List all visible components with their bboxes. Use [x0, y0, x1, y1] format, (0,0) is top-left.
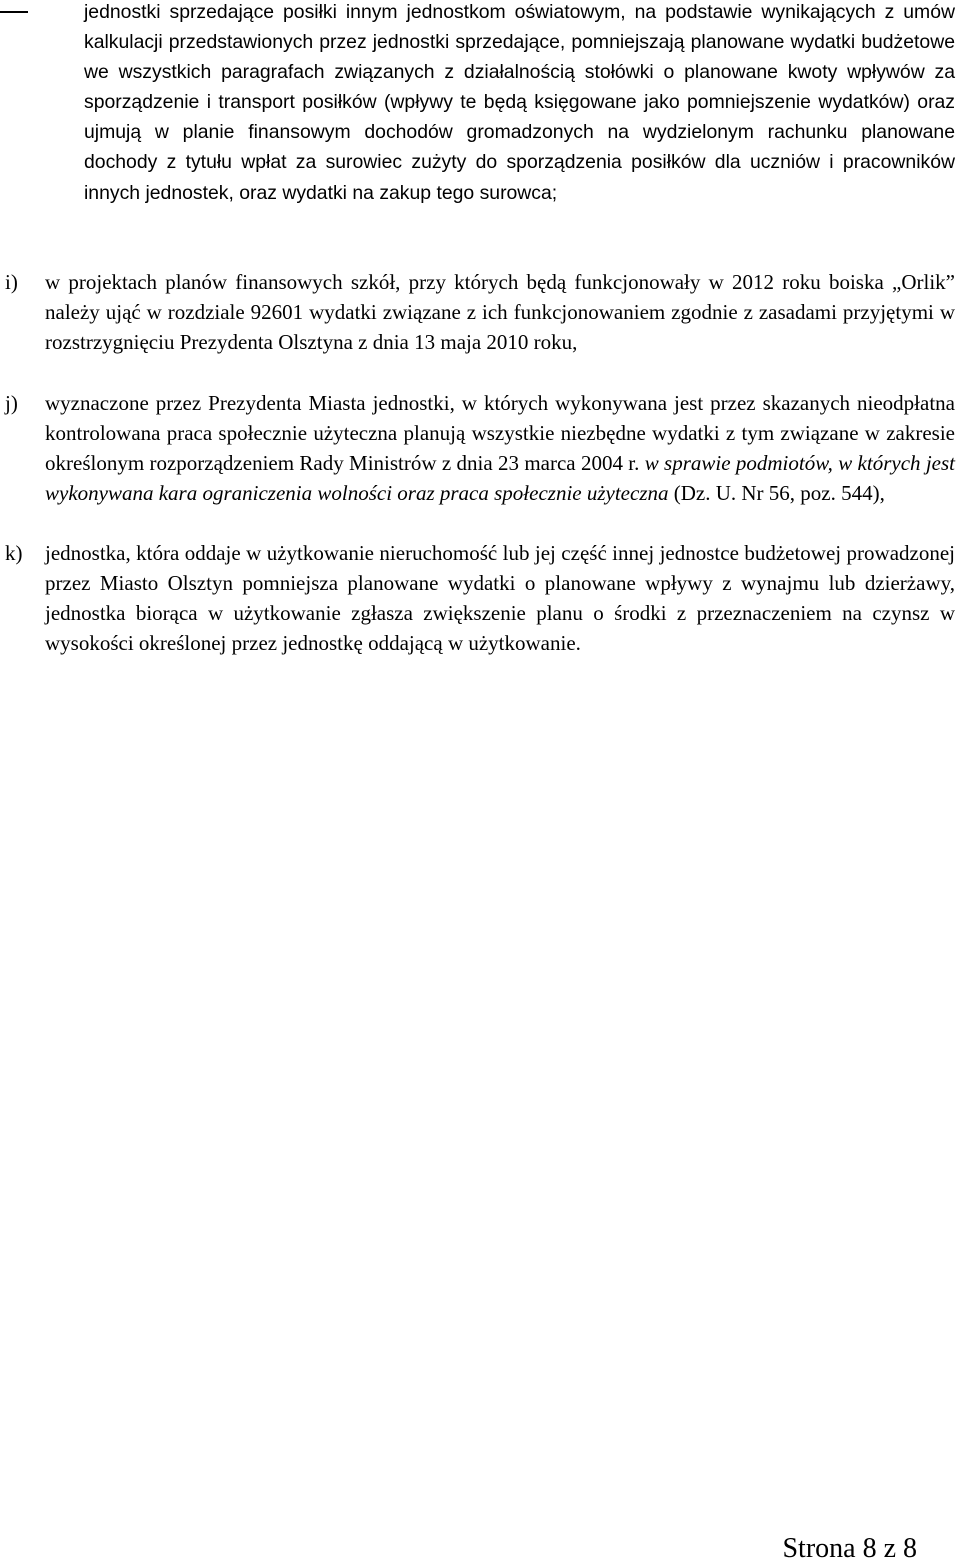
- dash-bullet: [0, 11, 28, 13]
- list-item-i-text: w projektach planów finansowych szkół, przy których będą funkcjonowały w 2012 roku boiska „Orlik” należy ująć w rozdziale 92601 wydatki związane z ich funkcjonowaniem zgodnie z zasadami przyjętymi w rozstrzygnięciu Prezydenta Olsztyna z dnia 13 maja 2010 roku,: [45, 270, 955, 355]
- list-marker-i: i): [5, 270, 18, 294]
- regulation-title: w sprawie podmiotów, w których jest wykonywana kara ograniczenia wolności oraz praca społecznie użyteczna: [45, 451, 956, 506]
- dash-item-text: jednostki sprzedające posiłki innym jednostkom oświatowym, na podstawie wynikających z umów kalkulacji przedstawionych przez jednostki sprzedające, pomniejszają planowane wydatki budżetowe we wszystkich paragrafach związanych z działalnością stołówki o planowane kwoty wpływów za sporządzenie i transport posiłków (wpływy te będą księgowane jako pomniejszenie wydatków) oraz ujmują w planie finansowym dochodów gromadzonych na wydzielonym rachunku planowane dochody z tytułu wpłat za surowiec zużyty do sporządzenia posiłków dla uczniów i pracowników innych jednostek, oraz wydatki na zakup tego surowca;: [84, 1, 955, 204]
- page-number: Strona 8 z 8: [782, 1533, 917, 1564]
- list-item-k-text: jednostka, która oddaje w użytkowanie nieruchomość lub jej część innej jednostce budżetowej prowadzonej przez Miasto Olsztyn pomniejsza planowane wydatki o planowane wpływy z wynajmu lub dzierżawy, jednostka biorąca w użytkowanie zgłasza zwiększenie planu o środki z przeznaczeniem na czynsz w wysokości określonej przez jednostkę oddającą w użytkowanie.: [45, 541, 955, 656]
- list-marker-j: j): [5, 391, 18, 415]
- list-item-j-citation: (Dz. U. Nr 56, poz. 544),: [668, 481, 885, 506]
- list-item-j-text-regular: wyznaczone przez Prezydenta Miasta jednostki, w których wykonywana jest przez skazanych nieodpłatna kontrolowana praca społecznie użyteczna planują wszystkie niezbędne wydatki z tym związane w zakresie określonym rozporządzeniem Rady Ministrów z dnia 23 marca 2004 r.: [45, 391, 955, 476]
- list-marker-k: k): [5, 541, 23, 565]
- list-item-j-text: [45, 388, 955, 508]
